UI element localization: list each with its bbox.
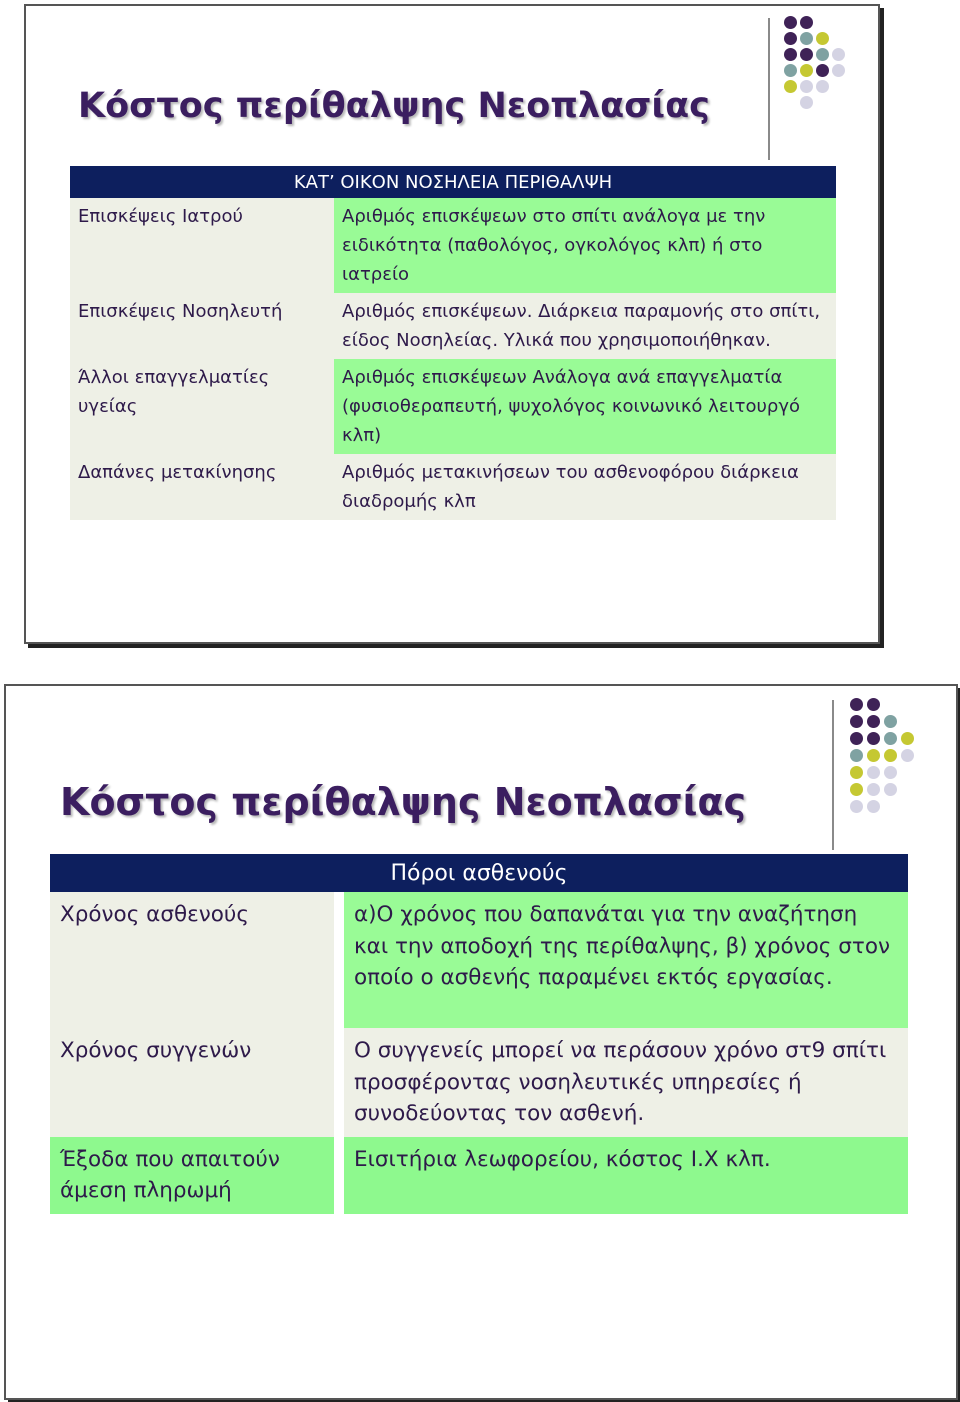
decor-dot	[867, 698, 880, 711]
decor-dot	[784, 32, 797, 45]
table-row	[50, 1137, 908, 1214]
table-row	[70, 293, 836, 359]
table-row	[50, 892, 908, 1028]
table-row	[70, 198, 836, 293]
decor-dot	[867, 800, 880, 813]
row-label: Επισκέψεις Ιατρού	[70, 198, 334, 293]
decor-dot	[884, 749, 897, 762]
table-header: ΚΑΤ’ ΟΙΚΟΝ ΝΟΣΗΛΕΙΑ ΠΕΡΙΘΑΛΨΗ	[70, 166, 836, 198]
decor-dot	[800, 16, 813, 29]
home-care-table	[70, 166, 836, 520]
row-value: Εισιτήρια λεωφορείου, κόστος Ι.Χ κλπ.	[344, 1137, 908, 1214]
decor-dot	[867, 749, 880, 762]
decor-dot	[884, 715, 897, 728]
decor-dot	[784, 48, 797, 61]
decor-dot	[800, 48, 813, 61]
decor-dot	[867, 783, 880, 796]
decor-dot	[850, 800, 863, 813]
decor-dot	[800, 80, 813, 93]
decor-dot	[867, 732, 880, 745]
table-header: Πόροι ασθενούς	[50, 854, 908, 892]
decor-vertical-line	[768, 18, 770, 160]
row-value: α)Ο χρόνος που δαπανάται για την αναζήτηση και την αποδοχή της περίθαλψης, β) χρόνος στον οποίο ο ασθενής παραμένει εκτός εργασίας.	[344, 892, 908, 1028]
decor-dot	[816, 48, 829, 61]
row-label: Επισκέψεις Νοσηλευτή	[70, 293, 334, 359]
decor-dot	[816, 32, 829, 45]
decor-dot	[850, 732, 863, 745]
decor-dot	[832, 64, 845, 77]
column-gap	[334, 1028, 344, 1137]
decor-dot	[884, 783, 897, 796]
column-gap	[334, 1137, 344, 1214]
decor-dot	[816, 64, 829, 77]
row-value: Αριθμός μετακινήσεων του ασθενοφόρου διάρκεια διαδρομής κλπ	[334, 454, 836, 520]
patient-resources-table	[50, 854, 908, 1214]
decor-dot	[784, 80, 797, 93]
decor-dot	[850, 749, 863, 762]
decor-dot	[784, 64, 797, 77]
decor-dot	[901, 749, 914, 762]
slide-1	[24, 4, 880, 644]
decor-dot	[884, 766, 897, 779]
decor-dot	[850, 715, 863, 728]
slide-title: Κόστος περίθαλψης Νεοπλασίας	[78, 86, 710, 126]
decor-dot	[850, 698, 863, 711]
decor-dot	[867, 715, 880, 728]
decor-dot	[850, 766, 863, 779]
decor-vertical-line	[832, 700, 834, 850]
row-value: Αριθμός επισκέψεων Ανάλογα ανά επαγγελματία (φυσιοθεραπευτή, ψυχολόγος κοινωνικό λειτουργό κλπ)	[334, 359, 836, 454]
slide-2	[4, 684, 958, 1400]
decor-dot	[884, 732, 897, 745]
decor-dot	[901, 732, 914, 745]
decor-dot	[850, 783, 863, 796]
decor-dot	[816, 80, 829, 93]
row-value: Ο συγγενείς μπορεί να περάσουν χρόνο στ9 σπίτι προσφέροντας νοσηλευτικές υπηρεσίες ή συνοδεύοντας τον ασθενή.	[344, 1028, 908, 1137]
table-row	[70, 454, 836, 520]
decor-dot	[784, 16, 797, 29]
decor-dot	[800, 96, 813, 109]
table-header-row	[70, 166, 836, 198]
decor-dot	[800, 32, 813, 45]
table-header-row	[50, 854, 908, 892]
decor-dot	[867, 766, 880, 779]
row-label: Έξοδα που απαιτούν άμεση πληρωμή	[50, 1137, 334, 1214]
row-value: Αριθμός επισκέψεων. Διάρκεια παραμονής στο σπίτι, είδος Νοσηλείας. Υλικά που χρησιμοποιήθηκαν.	[334, 293, 836, 359]
row-label: Χρόνος συγγενών	[50, 1028, 334, 1137]
table-row	[50, 1028, 908, 1137]
table-row	[70, 359, 836, 454]
row-label: Άλλοι επαγγελματίες υγείας	[70, 359, 334, 454]
decor-dot	[832, 48, 845, 61]
row-label: Δαπάνες μετακίνησης	[70, 454, 334, 520]
slide-title: Κόστος περίθαλψης Νεοπλασίας	[60, 780, 747, 824]
row-label: Χρόνος ασθενούς	[50, 892, 334, 1028]
column-gap	[334, 892, 344, 1028]
row-value: Αριθμός επισκέψεων στο σπίτι ανάλογα με την ειδικότητα (παθολόγος, ογκολόγος κλπ) ή στο ιατρείο	[334, 198, 836, 293]
decor-dot	[800, 64, 813, 77]
